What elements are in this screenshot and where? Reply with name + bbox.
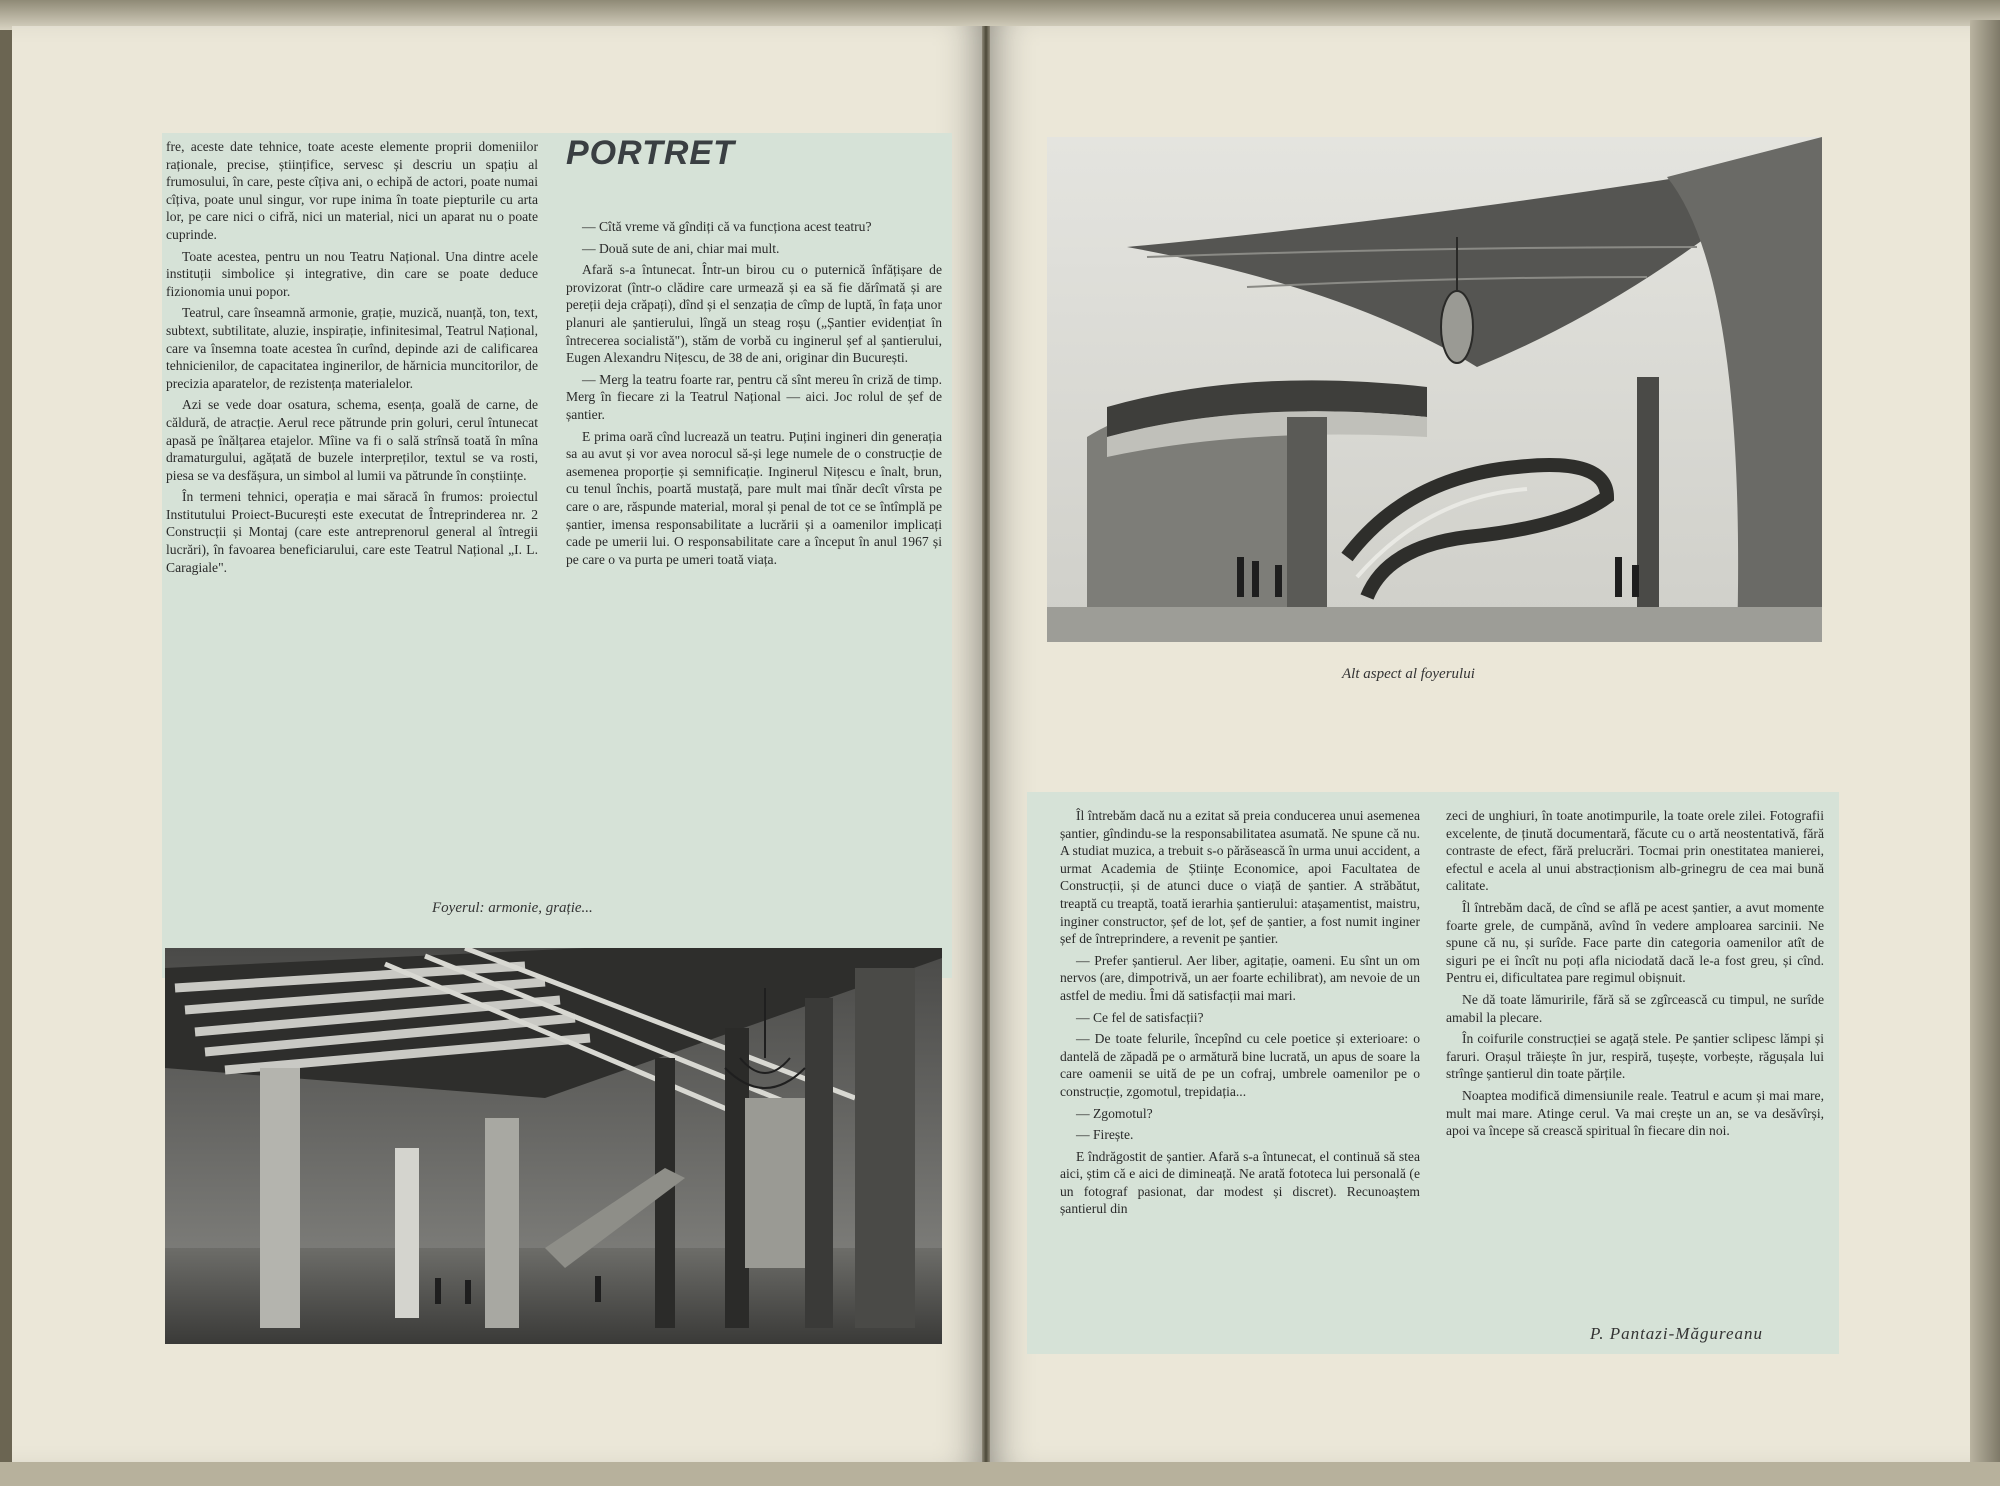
article-column-1	[166, 138, 538, 580]
paragraph: Afară s-a întunecat. Într-un birou cu o puternică înfățișare de provizorat (într-o clădire care urmează și ea să fie dărîmată și are pereții deja crăpați), dînd și el senzația de cîmp de luptă, în fața unor planuri ale șantierului, lîngă un steag roșu („Șantier evidențiat în întrecerea socialistă"), stăm de vorbă cu inginerul șef al șantierului, Eugen Alexandru Nițescu, de 38 de ani, originar din București.	[566, 262, 942, 366]
paragraph: — Firește.	[1076, 1127, 1134, 1143]
article-headline: PORTRET	[566, 134, 735, 172]
author-byline: P. Pantazi-Măgureanu	[1590, 1324, 1763, 1343]
paragraph: Noaptea modifică dimensiunile reale. Teatrul e acum și mai mare, mult mai mare. Atinge cerul. Va mai crește un an, se va desăvîrși, apoi va începe să crească spiritual în fiecare din noi.	[1446, 1087, 1824, 1139]
paragraph: — De toate felurile, începînd cu cele poetice și exterioare: o dantelă de zăpadă pe o armătură bine lucrată, un apus de soare la care oamenii se uită de pe un cofraj, umbrele oamenilor pe o construcție, zgomotul, trepidația...	[1060, 1031, 1420, 1099]
book-gutter	[982, 26, 990, 1462]
paragraph: zeci de unghiuri, în toate anotimpurile, la toate orele zilei. Fotografii excelente, de ținută documentară, făcute cu o artă neostentativă, fără contraste de efect, fără prelucrări. Tocmai prin onestitatea manierei, efectul e acela al unui abstracționism alb-grinegru de cea mai bună calitate.	[1446, 808, 1824, 894]
paragraph: — Merg la teatru foarte rar, pentru că sînt mereu în criză de timp. Merg în fiecare zi la Teatrul Național — aici. Joc rolul de șef de șantier.	[566, 371, 942, 422]
article-column-2	[566, 218, 942, 572]
paragraph: E prima oară cînd lucrează un teatru. Puțini ingineri din generația sa au avut și vor avea norocul să-și lege numele de o construcție de asemenea proporție și semnificație. Inginerul Nițescu e înalt, brun, cu tenul închis, poartă mustață, pare mult mai tînăr decît vîrsta pe care o are, răspunde material, moral și penal de tot ce se întîmplă pe șantier, imensa responsabilitate a lucrării și a oamenilor implicați cade pe umerii lui. O responsabilitate care a început în anul 1967 și pe care o va purta pe umeri toată viața.	[566, 428, 942, 567]
article-column-4	[1446, 807, 1824, 1144]
paragraph: E îndrăgostit de șantier. Afară s-a întunecat, el continuă să stea aici, știm că e aici de dimineață. Ne arată fototeca lui personală (e un fotograf pasionat, dar modest și discret). Recunoaștem șantierul din	[1060, 1148, 1420, 1217]
paragraph: Toate acestea, pentru un nou Teatru Național. Una dintre acele instituții simbolice și integrative, din care se poate deduce fizionomia unui popor.	[166, 248, 538, 299]
paragraph: fre, aceste date tehnice, toate aceste elemente proprii domeniilor raționale, precise, științifice, servesc și descriu un spațiu al frumosului, în care, peste cîțiva ani, o echipă de actori, poate numai cîțiva, poate unul singur, vor rupe inima în toate piepturile cu arta lor, pe care nici o cifră, nici un material, nici un aparat nu o poate cuprinde.	[166, 139, 538, 242]
paragraph: — Prefer șantierul. Aer liber, agitație, oameni. Eu sînt un om nervos (are, dimpotrivă, un aer foarte echilibrat), am nevoie de un astfel de mediu. Îmi dă satisfacții mai mari.	[1060, 952, 1420, 1003]
paragraph: — Ce fel de satisfacții?	[1076, 1009, 1204, 1025]
article-column-3	[1060, 807, 1420, 1222]
paragraph: Îl întrebăm dacă, de cînd se află pe acest șantier, a avut momente foarte grele, de cumpănă, avînd în vedere amploarea sarcinii. Ne spune că nu, și surîde. Face parte din categoria oamenilor atît de siguri pe ei încît nu poți afla niciodată dacă le-a fost greu, și cînd. Pentru ei, dificultatea pare regimul obișnuit.	[1446, 899, 1824, 986]
paragraph: Azi se vede doar osatura, schema, esența, goală de carne, de căldură, de atracție. Aerul rece pătrunde prin goluri, cerul întunecat apasă pe înălțarea etajelor. Mîine va fi o sală strînsă toată în mîna dramaturgului, agățată de buzele interpreților, textul se va rosti, piesa se va desfășura, un simbol al lumii va pătrunde în conștiințe.	[166, 397, 538, 483]
paragraph: — Două sute de ani, chiar mai mult.	[582, 240, 780, 256]
paragraph: Ne dă toate lămuririle, fără să se zgîrcească cu timpul, ne surîde amabil la plecare.	[1446, 991, 1824, 1025]
book-cover-edge	[1970, 20, 2000, 1466]
photo-caption-second-foyer: Alt aspect al foyerului	[1342, 666, 1475, 682]
paragraph: Teatrul, care înseamnă armonie, grație, muzică, nuanță, ton, text, subtext, subtilitate, aluzie, inspirație, infinitesimal, Teatrul Național, care va însemna toate acestea în curînd, depinde azi de calificarea tehnicienilor, de capacitatea inginerilor, de hărnicia muncitorilor, de precizia aparatelor, de rezistența materialelor.	[166, 305, 538, 391]
paragraph: — Cîtă vreme vă gîndiți că va funcționa acest teatru?	[582, 219, 872, 234]
paragraph: — Zgomotul?	[1076, 1105, 1153, 1121]
foyer-interior-photo	[165, 948, 942, 1344]
paragraph: În termeni tehnici, operația e mai săracă în frumos: proiectul Institutului Proiect-București este executat de Întreprinderea nr. 2 Construcții și Montaj (care este antreprenorul general al întregii lucrări), în favoarea beneficiarului, care este Teatrul Național „I. L. Caragiale".	[166, 489, 538, 575]
foyer-staircase-photo	[1047, 137, 1822, 642]
paragraph: Îl întrebăm dacă nu a ezitat să preia conducerea unui asemenea șantier, gîndindu-se la responsabilitatea asumată. Ne spune că nu. A studiat muzica, a trebuit s-o părăsească în urma unui accident, a urmat Academia de Științe Economice, apoi Facultatea de Construcții, și de atunci duce o viață de șantier. A străbătut, treaptă cu treaptă, toată ierarhia șantierului: atașamentist, maistru, inginer constructor, șef de lot, șef de șantier, a fost numit inginer șef de întreprindere, a revenit pe șantier.	[1060, 808, 1420, 947]
book-bottom-edge	[0, 1462, 2000, 1486]
paragraph: În coifurile construcției se agață stele. Pe șantier sclipesc lămpi și faruri. Orașul trăiește în jur, respiră, tușește, vorbește, răgușala lui strînge șantierul din toate părțile.	[1446, 1031, 1824, 1082]
photo-caption-foyer: Foyerul: armonie, grație...	[432, 900, 593, 916]
